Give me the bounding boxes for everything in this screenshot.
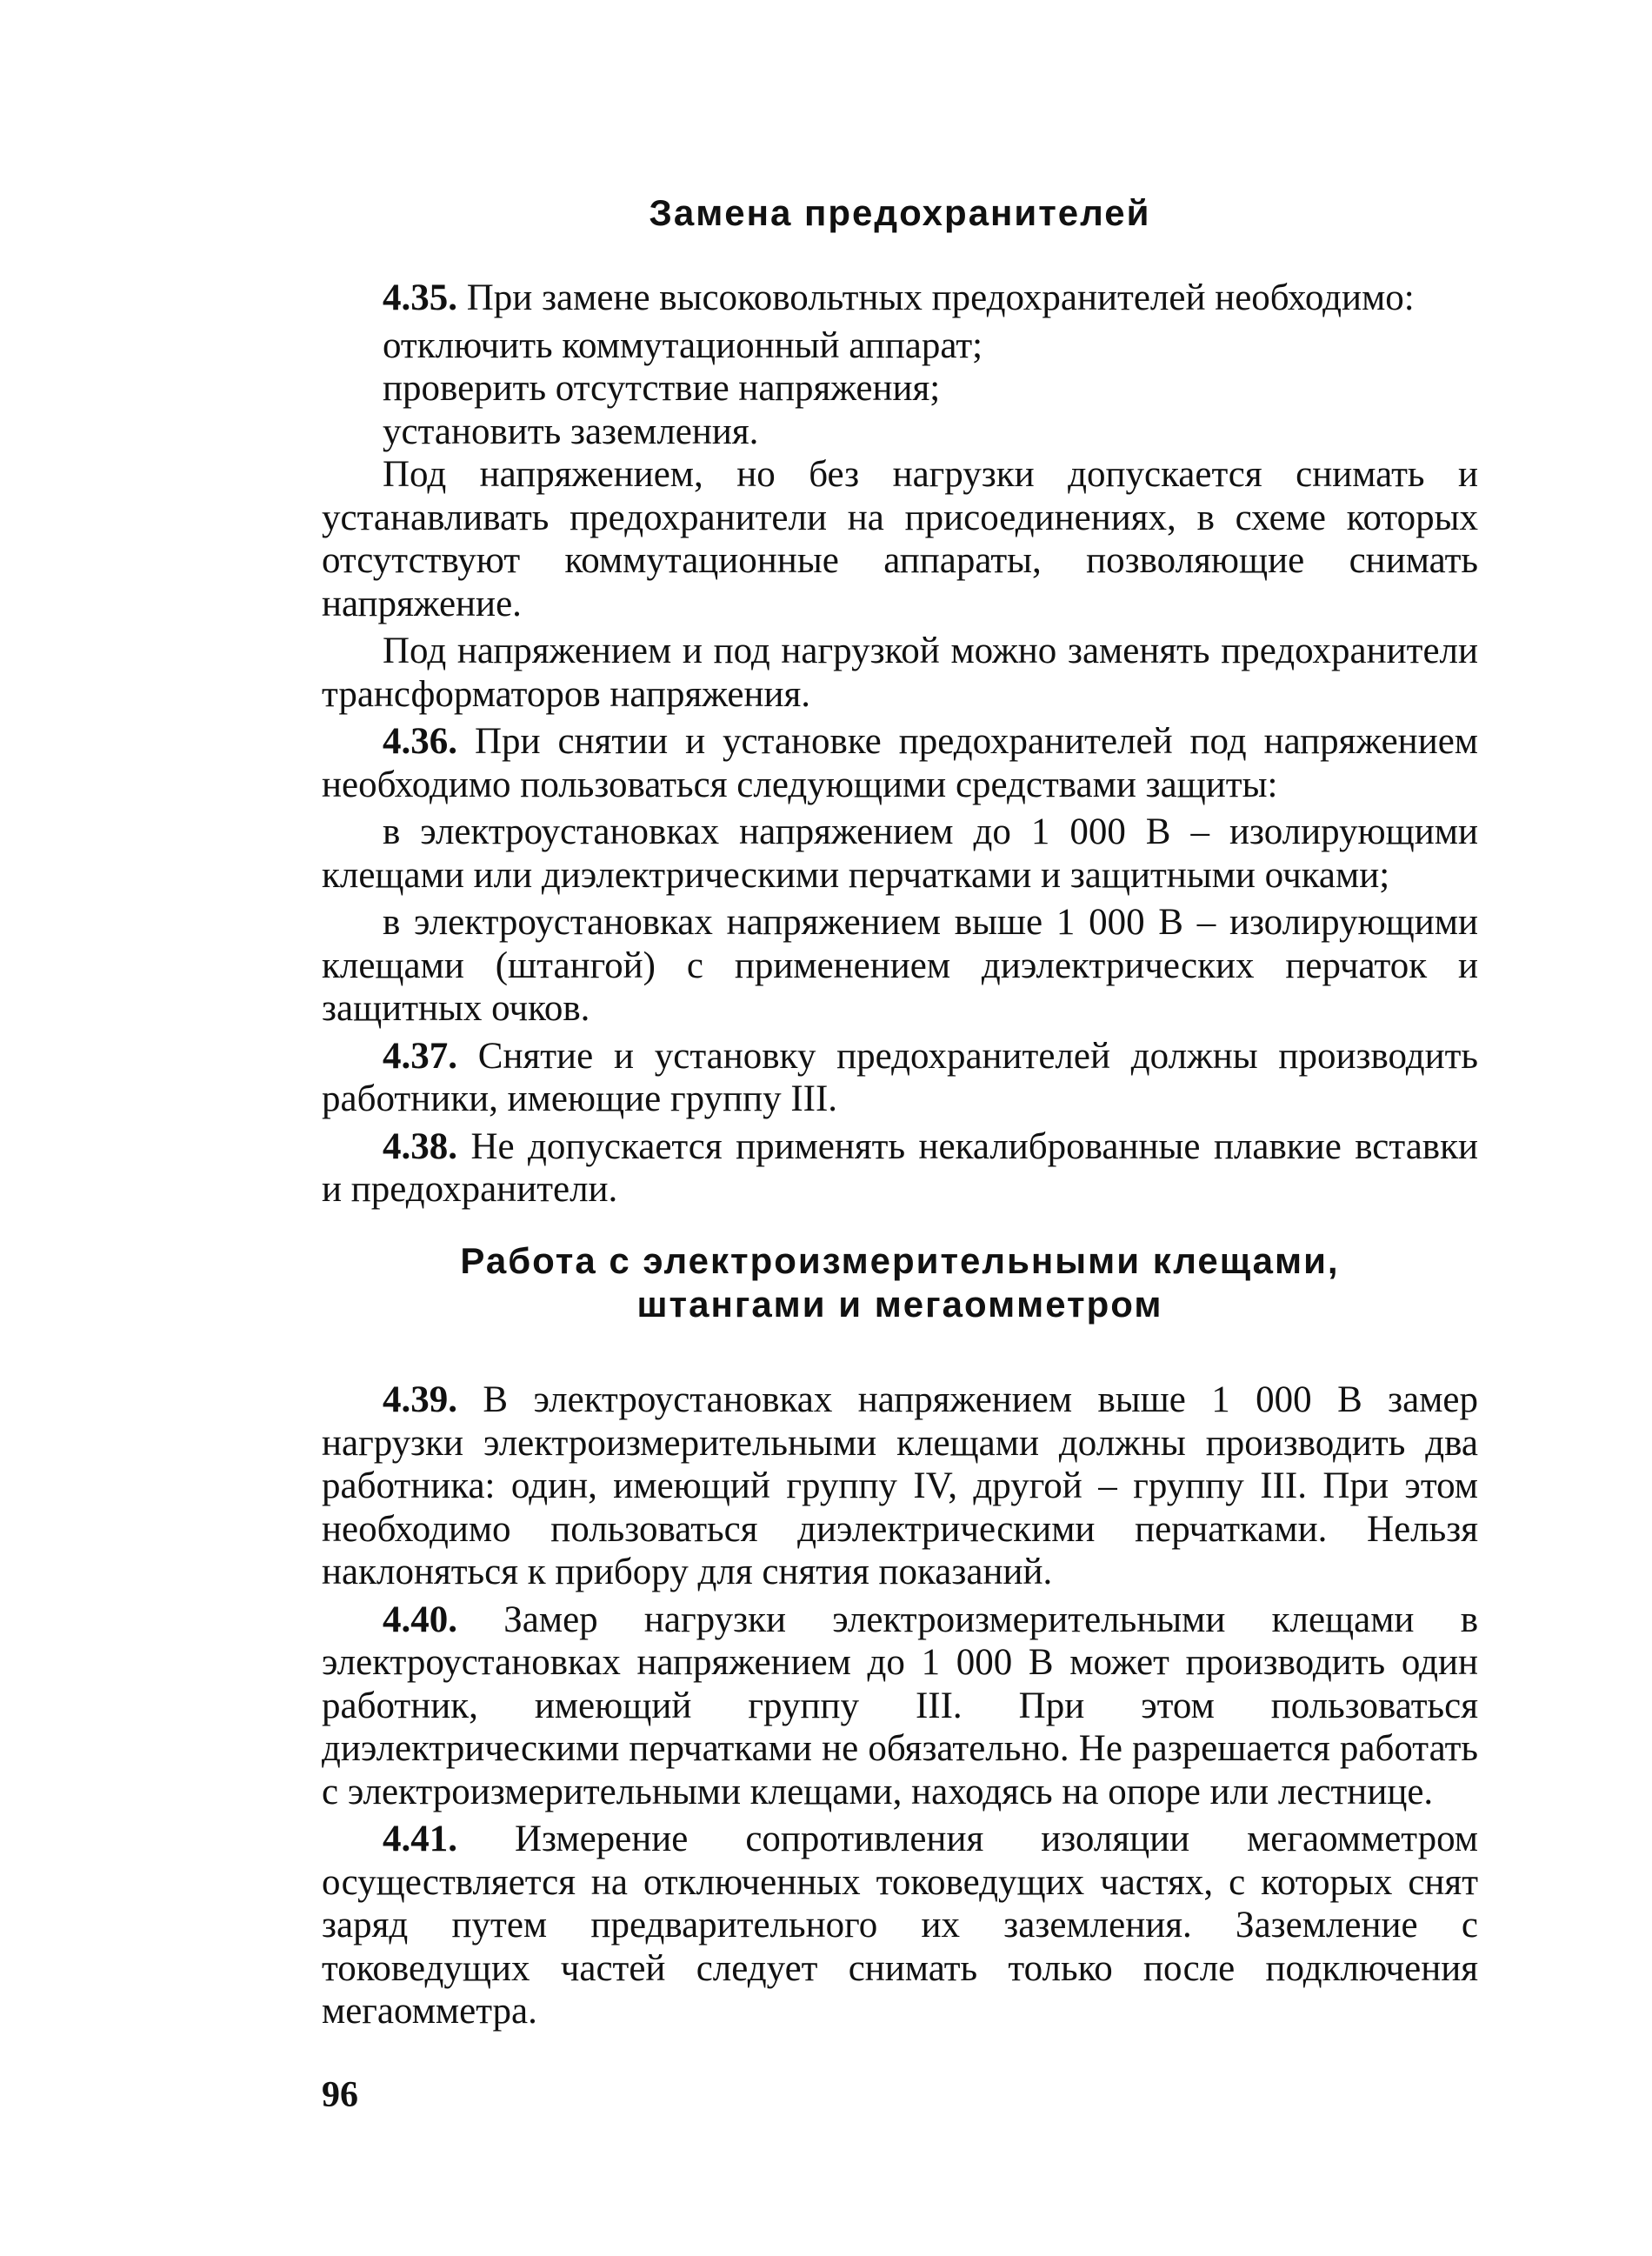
- paragraph-4-35: [322, 277, 1478, 320]
- clause-text: Снятие и установку предохранителей должны производить работники, имеющие группу III.: [322, 1035, 1479, 1119]
- clause-number: 4.39.: [383, 1379, 457, 1420]
- heading-line: штангами и мегаомметром: [636, 1284, 1163, 1325]
- clause-text: При снятии и установке предохранителей под напряжением необходимо пользоваться следующими средствами защиты:: [322, 721, 1479, 805]
- section-body-fuse-replacement: [322, 277, 1478, 1216]
- heading-line: Замена предохранителей: [649, 192, 1151, 233]
- heading-line: Работа с электроизмерительными клещами,: [460, 1240, 1340, 1281]
- paragraph-4-36: [322, 720, 1478, 806]
- clause-text: Не допускается применять некалиброванные плавкие вставки и предохранители.: [322, 1125, 1478, 1210]
- clause-text: При замене высоковольтных предохранителей необходимо:: [466, 277, 1415, 318]
- paragraph-4-37: [322, 1035, 1478, 1121]
- list-item: отключить коммутационный аппарат;: [383, 324, 983, 366]
- clause-number: 4.37.: [383, 1035, 457, 1077]
- section-heading-fuse-replacement: [322, 191, 1478, 235]
- clause-number: 4.40.: [383, 1599, 457, 1640]
- clause-number: 4.36.: [383, 721, 457, 762]
- list-item: установить заземления.: [383, 410, 759, 452]
- page-number: 96: [322, 2075, 358, 2115]
- paragraph: Под напряжением, но без нагрузки допускается снимать и устанавливать предохранители на присоединениях, в схеме которых отсутствуют коммутационные аппараты, позволяющие снимать напряжение.: [322, 454, 1478, 624]
- paragraph-4-38: [322, 1125, 1478, 1211]
- section-heading-measurement: [322, 1239, 1478, 1326]
- clause-text: Замер нагрузки электроизмерительными клещами в электроустановках напряжением до 1 000 В может производить один работник, имеющий группу III. При этом пользоваться диэлектрическими перчатками не обязательно. Не разрешается работать с электроизмерительными клещами, находясь на опоре или лестнице.: [322, 1599, 1478, 1812]
- paragraph: Под напряжением и под нагрузкой можно заменять предохранители трансформаторов напряжения.: [322, 631, 1478, 715]
- section-body-measurement: [322, 1378, 1478, 2038]
- clause-number: 4.38.: [383, 1125, 457, 1167]
- clause-number: 4.35.: [383, 277, 457, 318]
- list-item: в электроустановках напряжением выше 1 000 В – изолирующими клещами (штангой) с применением диэлектрических перчаток и защитных очков.: [322, 902, 1478, 1029]
- clause-text: В электроустановках напряжением выше 1 000 В замер нагрузки электроизмерительными клещами должны производить два работника: один, имеющий группу IV, другой – группу III. При этом необходимо пользоваться диэлектрическими перчатками. Нельзя наклоняться к прибору для снятия показаний.: [322, 1379, 1479, 1592]
- list-item: в электроустановках напряжением до 1 000 В – изолирующими клещами или диэлектрическими перчатками и защитными очками;: [322, 811, 1478, 896]
- paragraph-4-41: [322, 1818, 1478, 2033]
- paragraph-4-39: [322, 1378, 1478, 1594]
- paragraph-4-40: [322, 1599, 1478, 1814]
- list-item: проверить отсутствие напряжения;: [383, 368, 941, 409]
- clause-text: Измерение сопротивления изоляции мегаомметром осуществляется на отключенных токоведущих частях, с которых снят заряд путем предварительного их заземления. Заземление с токоведущих частей следует снимать только после подключения мегаомметра.: [322, 1819, 1479, 2032]
- clause-number: 4.41.: [383, 1819, 457, 1859]
